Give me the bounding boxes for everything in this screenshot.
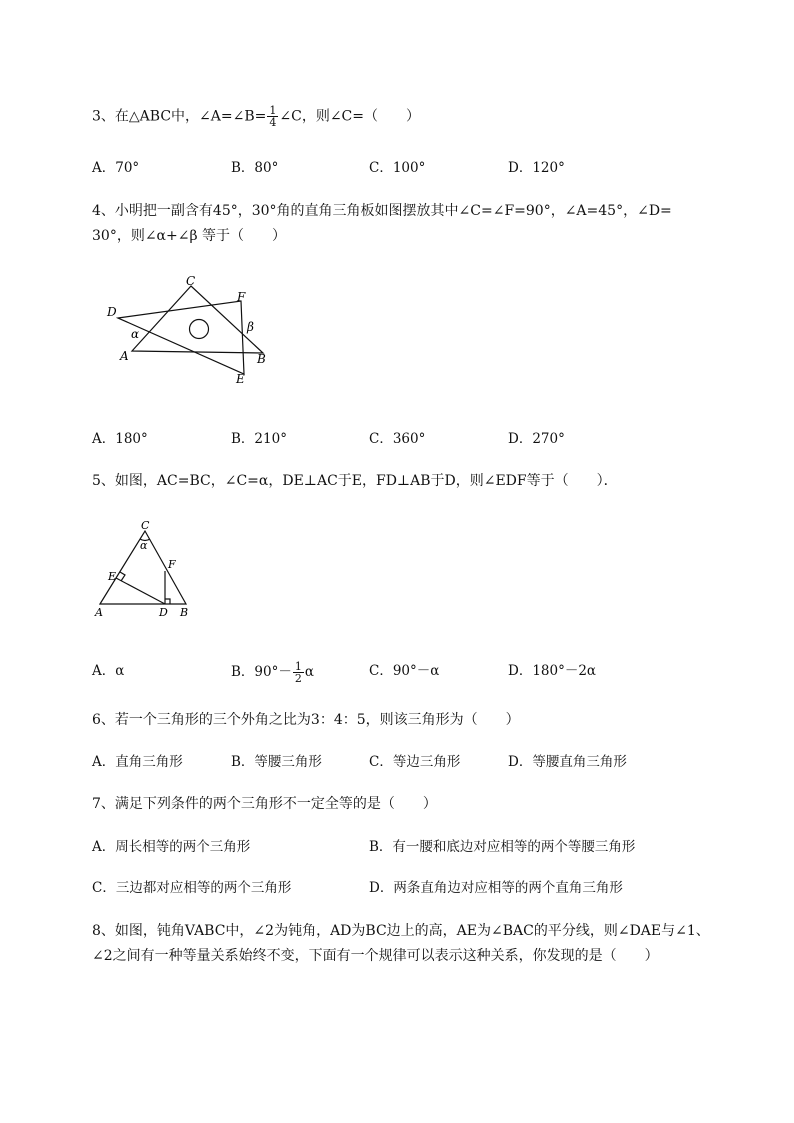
label-b: B	[257, 352, 266, 366]
label-c: C	[186, 274, 196, 288]
label-f: F	[237, 290, 246, 304]
question-4-stem-line-1: 4、小明把一副含有45°，30°角的直角三角板如图摆放其中∠C=∠F=90°，∠A=45°，∠D=	[92, 203, 672, 219]
label-d: D	[159, 606, 168, 619]
question-4-stem-line-2: 30°，则∠α+∠β 等于（ ）	[92, 228, 287, 244]
question-8-stem-line-1: 8、如图，钝角VABC中，∠2为钝角，AD为BC边上的高，AE为∠BAC的平分线，则∠DAE与∠1、	[92, 923, 710, 939]
q7-option-b[interactable]: B．有一腰和底边对应相等的两个等腰三角形	[369, 839, 636, 855]
q4-option-b[interactable]: B．210°	[231, 431, 287, 447]
q6-option-b[interactable]: B．等腰三角形	[231, 754, 322, 770]
q4-option-c[interactable]: C．360°	[369, 431, 426, 447]
q5-option-b-after: α	[304, 664, 314, 680]
q3-option-b[interactable]: B．80°	[231, 160, 279, 176]
q6-option-a[interactable]: A．直角三角形	[92, 754, 183, 770]
q7-option-d[interactable]: D．两条直角边对应相等的两个直角三角形	[369, 880, 623, 896]
label-alpha: α	[140, 539, 148, 552]
triangle-ruler-hole	[190, 320, 209, 339]
question-3-stem	[92, 105, 420, 128]
q7-option-a[interactable]: A．周长相等的两个三角形	[92, 839, 251, 855]
label-e: E	[108, 570, 117, 583]
q4-option-d[interactable]: D．270°	[508, 431, 565, 447]
q3-option-d[interactable]: D．120°	[508, 160, 565, 176]
label-b: B	[180, 606, 189, 619]
segment-de	[116, 578, 165, 604]
q6-option-d[interactable]: D．等腰直角三角形	[508, 754, 627, 770]
q3-option-c[interactable]: C．100°	[369, 160, 426, 176]
label-a: A	[120, 349, 129, 363]
q7-option-c[interactable]: C．三边都对应相等的两个三角形	[92, 880, 292, 896]
q3-option-a[interactable]: A．70°	[92, 160, 140, 176]
right-angle-mark-e	[120, 572, 125, 581]
q6-option-c[interactable]: C．等边三角形	[369, 754, 461, 770]
right-angle-mark-d	[165, 599, 170, 604]
question-6-stem: 6、若一个三角形的三个外角之比为3：4：5，则该三角形为（ ）	[92, 712, 520, 728]
label-c: C	[141, 519, 150, 532]
q5-option-a[interactable]: A．α	[92, 663, 125, 679]
fraction-one-quarter: $\frac{1}{4}$	[269, 104, 277, 129]
fraction-one-half: $\frac{1}{2}$	[294, 660, 302, 685]
label-f: F	[168, 558, 176, 571]
q5-option-d[interactable]: D．180°－2α	[508, 663, 597, 679]
q5-option-b[interactable]	[231, 661, 314, 684]
label-e: E	[236, 372, 245, 386]
label-beta: β	[247, 320, 254, 334]
q5-option-c[interactable]: C．90°－α	[369, 663, 440, 679]
label-a: A	[95, 606, 103, 619]
question-8-stem-line-2: ∠2之间有一种等量关系始终不变，下面有一个规律可以表示这种关系，你发现的是（ ）	[92, 948, 659, 964]
question-3-text-after: ∠C，则∠C=（ ）	[279, 108, 420, 125]
q5-option-b-before: B．90°－	[231, 664, 292, 680]
question-4-figure	[100, 270, 280, 390]
label-alpha: α	[131, 327, 140, 341]
label-d: D	[107, 305, 117, 319]
question-5-figure	[90, 517, 200, 622]
question-7-stem: 7、满足下列条件的两个三角形不一定全等的是（ ）	[92, 796, 437, 812]
question-3-text-before: 3、在△ABC中，∠A=∠B=	[92, 108, 267, 125]
q4-option-a[interactable]: A．180°	[92, 431, 148, 447]
question-5-stem: 5、如图，AC=BC，∠C=α，DE⊥AC于E，FD⊥AB于D，则∠EDF等于（ ）．	[92, 473, 618, 489]
